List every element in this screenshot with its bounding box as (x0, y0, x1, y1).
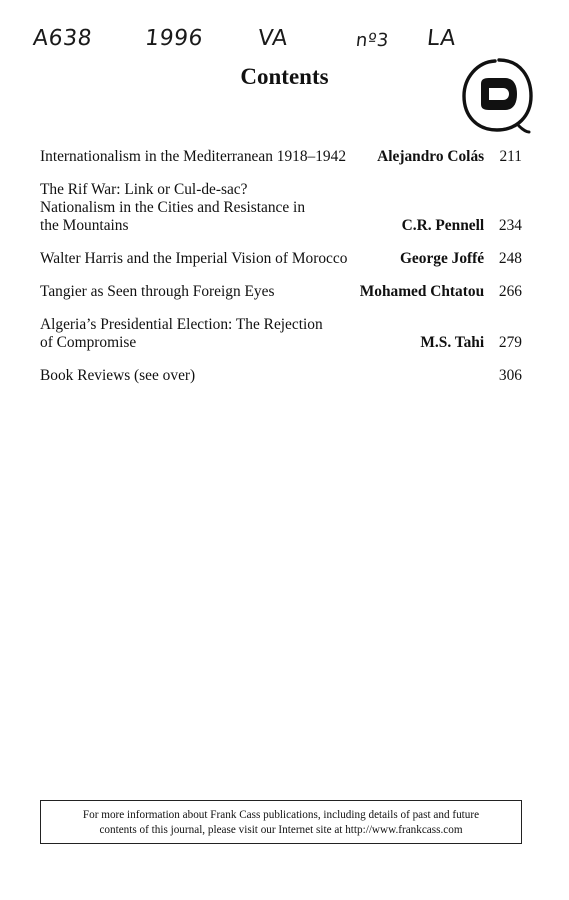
toc-entry (40, 283, 522, 301)
handwritten-code: A638 (31, 26, 94, 51)
handwritten-volume: VA (256, 26, 290, 51)
toc-entry (40, 316, 522, 352)
handwritten-number: nº3 (354, 30, 390, 51)
toc-entry (40, 367, 522, 385)
notice-line: For more information about Frank Cass publications, including details of past and future (82, 809, 480, 821)
publisher-notice-box (40, 800, 522, 844)
entry-page-number: 266 (498, 283, 522, 300)
entry-title-line: the Mountains (40, 217, 129, 234)
entry-title-line: Walter Harris and the Imperial Vision of Morocco (40, 250, 348, 267)
entry-page-number: 248 (498, 250, 522, 267)
toc-entry (40, 181, 522, 235)
entry-title-line: Nationalism in the Cities and Resistance in (40, 199, 306, 216)
entry-page-number: 234 (498, 217, 522, 234)
handwritten-initials: LA (425, 26, 458, 51)
entry-title-line: Book Reviews (see over) (40, 367, 196, 384)
entry-author: Mohamed Chtatou (359, 283, 485, 300)
entry-page-number: 306 (498, 367, 522, 384)
entry-title-line: of Compromise (40, 334, 137, 351)
entry-author: M.S. Tahi (420, 334, 485, 351)
entry-page-number: 211 (499, 148, 522, 165)
entry-author: C.R. Pennell (401, 217, 485, 234)
contents-list (40, 148, 522, 400)
entry-author: George Joffé (399, 250, 485, 267)
notice-line: contents of this journal, please visit our Internet site at http://www.frankcass.com (99, 824, 463, 836)
page-title: Contents (240, 64, 329, 89)
toc-entry (40, 148, 522, 166)
toc-entry (40, 250, 522, 268)
entry-page-number: 279 (498, 334, 522, 351)
entry-author: Alejandro Colás (377, 148, 485, 165)
entry-title-line: Tangier as Seen through Foreign Eyes (40, 283, 275, 300)
entry-title-line: Algeria’s Presidential Election: The Rejection (40, 316, 323, 333)
entry-title-line: Internationalism in the Mediterranean 1918–1942 (40, 148, 347, 165)
handwritten-year: 1996 (143, 26, 205, 51)
entry-title-line: The Rif War: Link or Cul-de-sac? (40, 181, 248, 198)
